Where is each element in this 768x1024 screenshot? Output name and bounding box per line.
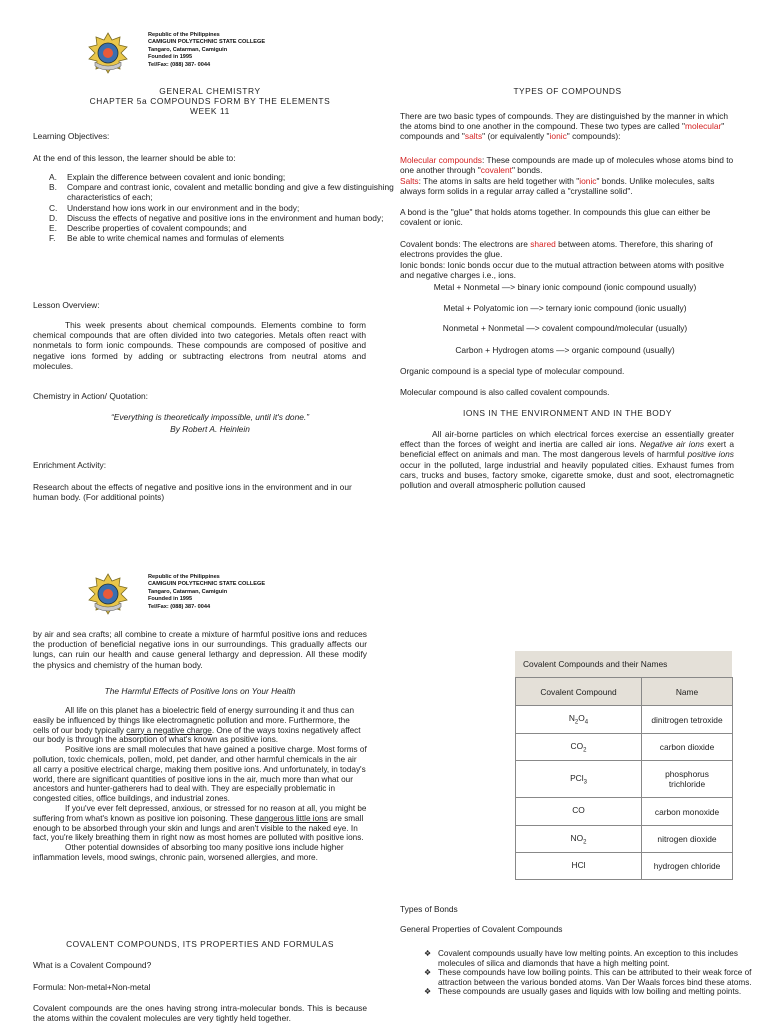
- term-molecular-compounds: Molecular compounds: [400, 155, 482, 165]
- paragraph: Other potential downsides of absorbing too many positive ions include higher inflammation levels, mood swings, chronic pain, worsened allergies, and more.: [33, 843, 344, 862]
- objective-text: Compare and contrast ionic, covalent and metallic bonding and give a few distinguishing characteristics of each;: [67, 182, 394, 203]
- text-span: " bonds.: [511, 165, 543, 176]
- formula-subscript: 2: [583, 747, 587, 754]
- types-of-bonds-heading: Types of Bonds: [400, 904, 458, 914]
- covalent-definition: Covalent compounds are the ones having strong intra-molecular bonds. This is because the atoms within the covalent molecules are very tightly held together.: [33, 1003, 367, 1024]
- what-is-covalent: What is a Covalent Compound?: [33, 960, 152, 970]
- formula-part: CO: [570, 740, 584, 751]
- formula-part: NO: [570, 832, 584, 843]
- compound-formula: [516, 798, 642, 826]
- objective-text: Describe properties of covalent compounds; and: [67, 223, 247, 234]
- objective-item: [49, 212, 402, 223]
- header-line: Tangaro, Catarman, Camiguin: [148, 588, 228, 595]
- types-heading: TYPES OF COMPOUNDS: [513, 86, 622, 96]
- covalent-heading: COVALENT COMPOUNDS, ITS PROPERTIES AND FORMULAS: [66, 939, 334, 949]
- objective-text: Be able to write chemical names and formulas of elements: [67, 233, 284, 244]
- term-ionic: ionic: [579, 176, 597, 186]
- header-line: Tel/Fax: (088) 387- 0044: [148, 61, 211, 68]
- college-seal-icon: [87, 573, 129, 615]
- table-row: [516, 761, 733, 798]
- salts-definition: [400, 176, 734, 196]
- table-row: [516, 798, 733, 826]
- compound-name: dinitrogen tetroxide: [642, 706, 733, 734]
- objective-letter: A.: [49, 172, 57, 182]
- objective-item: [49, 223, 402, 234]
- header-line: Founded in 1995: [148, 596, 193, 603]
- molecular-alias-text: Molecular compound is also called covalent compounds.: [400, 387, 610, 397]
- header-line: CAMIGUIN POLYTECHNIC STATE COLLEGE: [148, 39, 266, 46]
- property-item: [424, 968, 768, 987]
- property-text: Covalent compounds usually have low melting points. An exception to this includes molecules of silica and diamonds that have a high melting point.: [438, 949, 738, 968]
- property-item: [424, 987, 768, 997]
- table-row: [516, 706, 733, 734]
- property-text: These compounds have low boiling points. This can be attributed to their weak force of attraction between the various bonded atoms. Van Der Waals forces bind these atoms.: [438, 968, 752, 987]
- objective-text: Understand how ions work in our environment and in the body;: [67, 202, 300, 213]
- document-title: [40, 86, 380, 117]
- objective-item: [49, 202, 402, 213]
- property-text: These compounds are usually gases and liquids with low boiling and melting points.: [438, 987, 742, 997]
- compound-formula: [516, 761, 642, 798]
- text-span: " (or equivalently ": [482, 131, 550, 142]
- text-span: " compounds and ": [400, 121, 725, 142]
- objective-item: [49, 182, 402, 203]
- term-covalent: covalent: [480, 165, 512, 176]
- formula-subscript: 3: [583, 779, 587, 786]
- quotation: “Everything is theoretically impossible, until it's done.”: [110, 412, 310, 422]
- diamond-bullet-icon: ❖: [424, 968, 432, 978]
- objective-letter: D.: [49, 212, 58, 223]
- term-positive-ions: positive ions: [687, 449, 734, 460]
- text-span: . One of the ways toxins negatively affect our body is through the absorption of what's known as positive ions.: [33, 725, 361, 745]
- table-row: [516, 734, 733, 761]
- compound-formula: [516, 826, 642, 853]
- term-ionic: ionic: [549, 131, 567, 142]
- formula-subscript: 2: [574, 719, 579, 726]
- term-shared: shared: [530, 239, 556, 249]
- header-line: Founded in 1995: [148, 54, 193, 61]
- ions-paragraph: [400, 429, 734, 490]
- text-span: : These compounds are made up of molecules whose atoms bind to one another through ": [400, 155, 734, 176]
- harmful-effects-title: The Harmful Effects of Positive Ions on Your Health: [104, 686, 296, 696]
- compound-name: nitrogen dioxide: [642, 826, 733, 853]
- formula-part: CO: [572, 805, 585, 816]
- compound-formula: [516, 706, 642, 734]
- underlined-text: carry a negative charge: [126, 725, 212, 735]
- molecular-definition: [400, 155, 734, 175]
- quotation-author: By Robert A. Heinlein: [170, 424, 250, 434]
- objective-letter: E.: [49, 223, 57, 234]
- objectives-intro: At the end of this lesson, the learner should be able to:: [33, 153, 236, 163]
- compound-name: hydrogen chloride: [642, 853, 733, 880]
- diamond-bullet-icon: ❖: [424, 987, 432, 997]
- table-header-row: [516, 678, 733, 706]
- equation-2: Metal + Polyatomic ion —> ternary ionic compound (ionic usually): [443, 303, 687, 313]
- text-span: : The atoms in salts are held together with ": [418, 176, 580, 186]
- text-span: are small enough to be absorbed through your skin and lungs and aren't visible to the naked eye. In fact, you're likely breathing them in right now as most homes are polluted with positive ions.: [33, 813, 364, 843]
- paragraph: [33, 804, 367, 843]
- text-span: Covalent bonds: The electrons are: [400, 239, 531, 249]
- compound-name: carbon monoxide: [642, 798, 733, 826]
- covalent-bonds-text: [400, 239, 734, 259]
- text-span: " bonds. Unlike molecules, salts always form solids in a regular array called a "crystalline solid".: [400, 176, 715, 197]
- column-header: Covalent Compound: [516, 678, 642, 706]
- title-line: WEEK 11: [190, 106, 230, 117]
- chemistry-in-action-heading: Chemistry in Action/ Quotation:: [33, 391, 148, 401]
- covalent-formula: Formula: Non-metal+Non-metal: [33, 982, 151, 992]
- text-span: between atoms. Therefore, this sharing of electrons provides the glue.: [400, 239, 713, 260]
- college-header: [148, 32, 265, 69]
- ions-heading: IONS IN THE ENVIRONMENT AND IN THE BODY: [463, 408, 672, 418]
- overview-text: This week presents about chemical compounds. Elements combine to form chemical compounds that are often divided into two categories. Metals often react with nonmetals to form ionic compounds. These compounds are composed of positive and negative ions formed by adding or subtracting electrons from neutral atoms and molecules.: [33, 320, 366, 371]
- objectives-list: [33, 172, 402, 243]
- compound-name: carbon dioxide: [642, 734, 733, 761]
- properties-heading: General Properties of Covalent Compounds: [400, 924, 563, 934]
- header-line: Tangaro, Catarman, Camiguin: [148, 46, 228, 53]
- formula-subscript: 2: [583, 839, 587, 846]
- objective-letter: B.: [49, 182, 57, 193]
- objective-item: [49, 172, 402, 182]
- term-salts: salts: [464, 131, 483, 142]
- continuation-paragraph: by air and sea crafts; all combine to create a mixture of harmful positive ions and reduces the production of beneficial negative ions in our surroundings. This gradually affects our lungs, can ruin our health and cause general lethargy and depression. All these modify the physics and chemistry of the human body.: [33, 629, 367, 670]
- diamond-bullet-icon: ❖: [424, 949, 432, 958]
- compound-formula: [516, 853, 642, 880]
- objective-text: Discuss the effects of negative and positive ions in the environment and human body;: [67, 212, 384, 223]
- objective-letter: F.: [49, 233, 56, 244]
- header-line: Republic of the Philippines: [148, 574, 220, 580]
- text-span: There are two basic types of compounds. They are distinguished by the manner in which the atoms bind to one another in the compound. These two types are called ": [400, 111, 729, 132]
- harmful-effects-body: [33, 706, 367, 863]
- column-header: Name: [642, 678, 733, 706]
- formula-part: HCl: [571, 859, 586, 870]
- term-molecular: molecular: [684, 121, 722, 132]
- formula-part: PCl: [570, 772, 584, 783]
- college-seal-icon: [87, 32, 129, 74]
- equation-4: Carbon + Hydrogen atoms —> organic compound (usually): [455, 345, 675, 355]
- text-span: All life on this planet has a bioelectric field of energy surrounding it and thus can easily be influenced by things like electromagnetic pollution and more. Furthermore, the cells of our body typically: [33, 706, 355, 735]
- term-salts: Salts: [400, 176, 419, 186]
- overview-heading: Lesson Overview:: [33, 300, 100, 310]
- paragraph: [33, 706, 367, 745]
- header-line: Republic of the Philippines: [148, 32, 220, 38]
- formula-subscript: 4: [584, 719, 589, 726]
- properties-list: [400, 949, 768, 997]
- equation-3: Nonmetal + Nonmetal —> covalent compound/molecular (usually): [442, 323, 688, 333]
- title-line: GENERAL CHEMISTRY: [159, 86, 261, 96]
- compound-name: phosphorus trichloride: [642, 761, 733, 798]
- college-header: [148, 574, 265, 611]
- property-item: [424, 949, 768, 968]
- title-line: CHAPTER 5a COMPOUNDS FORM BY THE ELEMENTS: [89, 96, 331, 107]
- organic-text: Organic compound is a special type of molecular compound.: [400, 366, 625, 376]
- formula-part: N: [568, 713, 575, 724]
- text-span: occur in the polluted, large industrial and heavily populated cities. Exhaust fumes from cars, trucks and buses, factory smoke, cigarette smoke, dust and soot, electromagnetic pollution and overall atmospheric pollution caused: [400, 459, 734, 491]
- objective-letter: C.: [49, 202, 58, 213]
- enrichment-text: Research about the effects of negative and positive ions in the environment and in our human body. (For additional points): [33, 482, 352, 503]
- table-row: [516, 826, 733, 853]
- enrichment-heading: Enrichment Activity:: [33, 460, 107, 470]
- types-intro: [400, 111, 733, 142]
- table-row: [516, 853, 733, 880]
- term-negative-air-ions: Negative air ions: [639, 439, 705, 450]
- bond-glue-text: A bond is the "glue" that holds atoms together. In compounds this glue can either be covalent or ionic.: [400, 207, 711, 228]
- text-span: All air-borne particles on which electrical forces exercise an essentially greater effect than the forces of weight and inertia are called air ions.: [400, 429, 734, 450]
- compound-formula: [516, 734, 642, 761]
- table-caption: Covalent Compounds and their Names: [515, 651, 732, 677]
- underlined-text: dangerous little ions: [255, 813, 328, 823]
- formula-part: O: [578, 713, 585, 724]
- objective-item: [49, 233, 402, 244]
- header-line: CAMIGUIN POLYTECHNIC STATE COLLEGE: [148, 581, 266, 588]
- text-span: exert a beneficial effect on animals and man. The most dangerous levels of harmful: [400, 439, 734, 460]
- header-line: Tel/Fax: (088) 387- 0044: [148, 603, 211, 610]
- paragraph: Positive ions are small molecules that have gained a positive charge. Most forms of pollution, toxic chemicals, pollen, mold, pet dander, and other harmful chemicals in the air all carry a positive electrical charge, making them positive ions. And unfortunately, in today's world, there are significant quantities of positive ions in the air, much more than what our ancestors and hunter-gatherers had to deal with. They are especially problematic in congested cities, office buildings, and industrial zones.: [33, 745, 367, 804]
- covalent-compounds-table: [515, 677, 733, 880]
- text-span: " compounds):: [566, 131, 621, 142]
- equation-1: Metal + Nonmetal —> binary ionic compound (ionic compound usually): [433, 282, 697, 292]
- objective-text: Explain the difference between covalent and ionic bonding;: [67, 172, 286, 182]
- ionic-bonds-text: Ionic bonds: Ionic bonds occur due to the mutual attraction between atoms with positive and negative charges i.e., ions.: [400, 260, 725, 281]
- objectives-heading: Learning Objectives:: [33, 131, 110, 141]
- text-span: If you've ever felt depressed, anxious, or stressed for no reason at all, you might be suffering from what's known as positive ion poisoning. These: [33, 803, 367, 823]
